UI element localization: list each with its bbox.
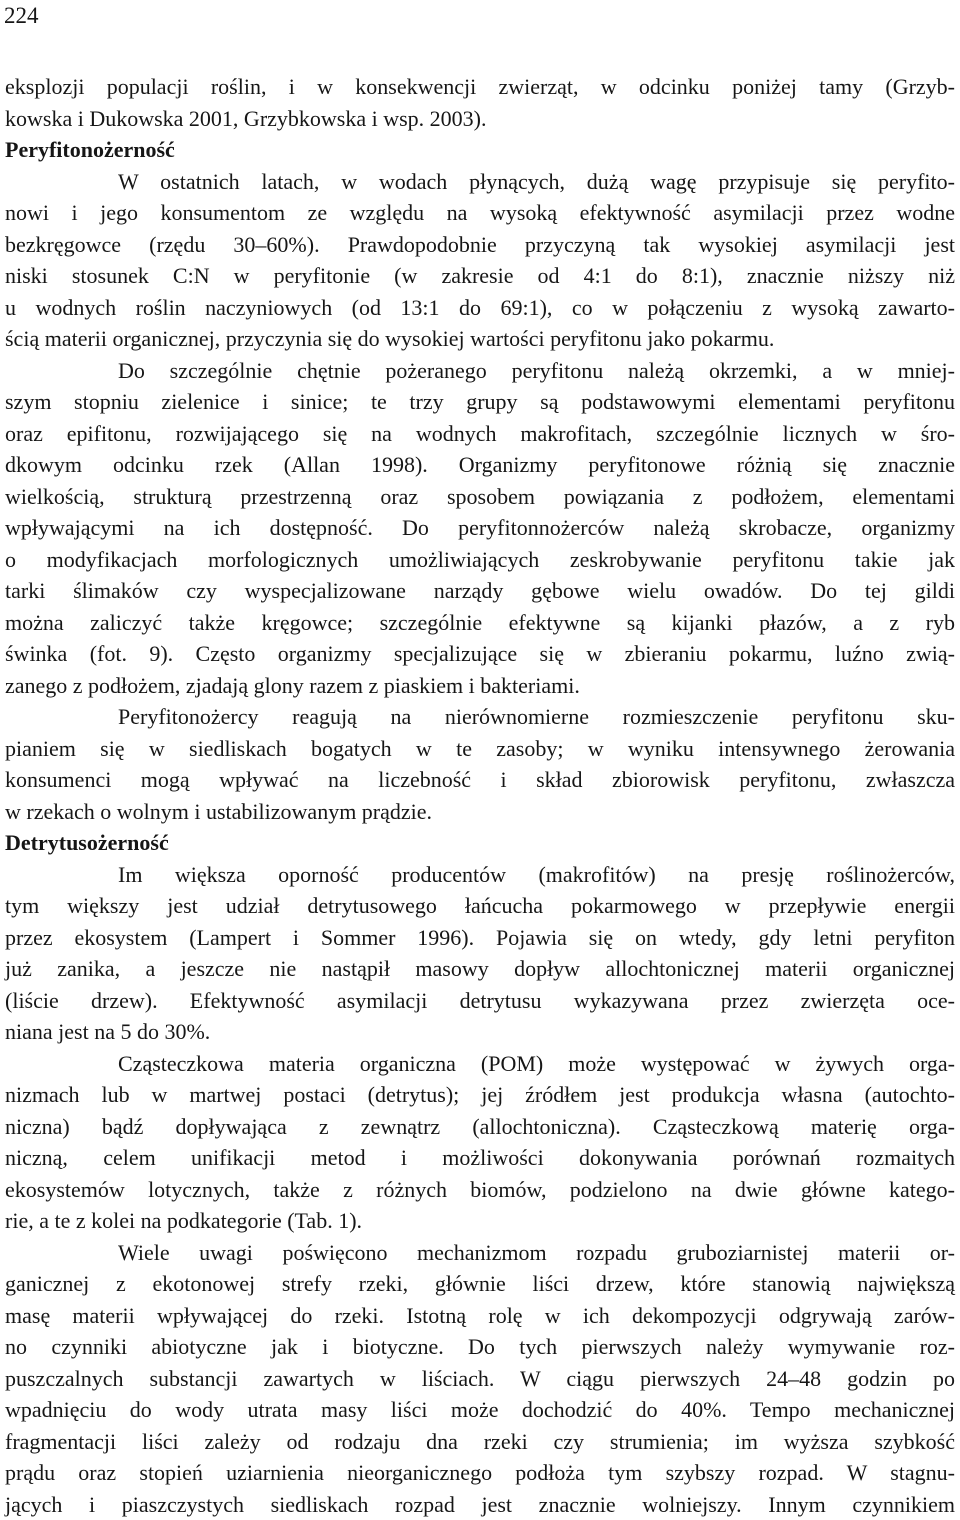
text-line: Peryfitonożercy reagują na nierównomierne rozmieszczenie peryfitonu sku- xyxy=(5,701,955,733)
text-line: puszczalnych substancji zawartych w liściach. W ciągu pierwszych 24–48 godzin po xyxy=(5,1363,955,1395)
text-line: wpadnięciu do wody utrata masy liści może dochodzić do 40%. Tempo mechanicznej xyxy=(5,1394,955,1426)
text-line: tym większy jest udział detrytusowego łańcucha pokarmowego w przepływie energii xyxy=(5,890,955,922)
text-line: W ostatnich latach, w wodach płynących, dużą wagę przypisuje się peryfito- xyxy=(5,166,955,198)
text-line: niana jest na 5 do 30%. xyxy=(5,1016,955,1048)
text-line: wpływającymi na ich dostępność. Do peryfitonnożerców należą skrobacze, organizmy xyxy=(5,512,955,544)
text-line: eksplozji populacji roślin, i w konsekwencji zwierząt, w odcinku poniżej tamy (Grzyb- xyxy=(5,71,955,103)
text-line: o modyfikacjach morfologicznych umożliwiających zeskrobywanie peryfitonu takie jak xyxy=(5,544,955,576)
section-heading: Detrytusożerność xyxy=(5,827,955,859)
text-line: pianiem się w siedliskach bogatych w te zasoby; w wyniku intensywnego żerowania xyxy=(5,733,955,765)
text-line: Cząsteczkowa materia organiczna (POM) może występować w żywych orga- xyxy=(5,1048,955,1080)
text-line: niski stosunek C:N w peryfitonie (w zakresie od 4:1 do 8:1), znacznie niższy niż xyxy=(5,260,955,292)
text-line: szym stopniu zielenice i sinice; te trzy grupy są podstawowymi elementami peryfitonu xyxy=(5,386,955,418)
text-line: konsumenci mogą wpływać na liczebność i skład zbiorowisk peryfitonu, zwłaszcza xyxy=(5,764,955,796)
text-line: można zaliczyć także kręgowce; szczególnie efektywne są kijanki płazów, a z ryb xyxy=(5,607,955,639)
text-line: niczną, celem unifikacji metod i możliwości dokonywania porównań rozmaitych xyxy=(5,1142,955,1174)
text-line: prądu oraz stopień uziarnienia nieorganicznego podłoża tym szybszy rozpad. W stagnu- xyxy=(5,1457,955,1489)
text-line: Do szczególnie chętnie pożeranego peryfitonu należą okrzemki, a w mniej- xyxy=(5,355,955,387)
text-line: wielkością, strukturą przestrzenną oraz sposobem powiązania z podłożem, elementami xyxy=(5,481,955,513)
page-number: 224 xyxy=(4,2,39,30)
text-line: nowi i jego konsumentom ze względu na wysoką efektywność asymilacji przez wodne xyxy=(5,197,955,229)
text-line: tarki ślimaków czy wyspecjalizowane narządy gębowe wielu owadów. Do tej gildi xyxy=(5,575,955,607)
text-line: świnka (fot. 9). Często organizmy specjalizujące się w zbieraniu pokarmu, luźno zwią- xyxy=(5,638,955,670)
text-line: (liście drzew). Efektywność asymilacji detrytusu wykazywana przez zwierzęta oce- xyxy=(5,985,955,1017)
text-line: przez ekosystem (Lampert i Sommer 1996). Pojawia się on wtedy, gdy letni peryfiton xyxy=(5,922,955,954)
text-line: no czynniki abiotyczne jak i biotyczne. Do tych pierwszych należy wymywanie roz- xyxy=(5,1331,955,1363)
section-heading: Peryfitonożerność xyxy=(5,134,955,166)
text-line: nizmach lub w martwej postaci (detrytus); jej źródłem jest produkcja własna (autochto- xyxy=(5,1079,955,1111)
text-line: w rzekach o wolnym i ustabilizowanym prądzie. xyxy=(5,796,955,828)
text-line: u wodnych roślin naczyniowych (od 13:1 do 69:1), co w połączeniu z wysoką zawarto- xyxy=(5,292,955,324)
text-line: masę materii wpływającej do rzeki. Istotną rolę w ich dekompozycji odgrywają zarów- xyxy=(5,1300,955,1332)
text-line: ekosystemów lotycznych, także z różnych biomów, podzielono na dwie główne katego- xyxy=(5,1174,955,1206)
text-line: ścią materii organicznej, przyczynia się do wysokiej wartości peryfitonu jako pokarmu. xyxy=(5,323,955,355)
text-line: Im większa oporność producentów (makrofitów) na presję roślinożerców, xyxy=(5,859,955,891)
text-line: oraz epifitonu, rozwijającego się na wodnych makrofitach, szczególnie licznych w śro- xyxy=(5,418,955,450)
text-line: dkowym odcinku rzek (Allan 1998). Organizmy peryfitonowe różnią się znacznie xyxy=(5,449,955,481)
text-line: już zanika, a jeszcze nie nastąpił masowy dopływ allochtonicznej materii organicznej xyxy=(5,953,955,985)
text-line: niczna) bądź dopływająca z zewnątrz (allochtoniczna). Cząsteczkową materię orga- xyxy=(5,1111,955,1143)
text-line: rie, a te z kolei na podkategorie (Tab. 1). xyxy=(5,1205,955,1237)
text-line: kowska i Dukowska 2001, Grzybkowska i wsp. 2003). xyxy=(5,103,955,135)
text-line: Wiele uwagi poświęcono mechanizmom rozpadu gruboziarnistej materii or- xyxy=(5,1237,955,1269)
text-line: jących i piaszczystych siedliskach rozpad jest znacznie wolniejszy. Innym czynnikiem xyxy=(5,1489,955,1520)
text-line: zanego z podłożem, zjadają glony razem z piaskiem i bakteriami. xyxy=(5,670,955,702)
text-line: ganicznej z ekotonowej strefy rzeki, głównie liści drzew, które stanowią największą xyxy=(5,1268,955,1300)
body-text xyxy=(5,71,955,1520)
text-line: fragmentacji liści zależy od rodzaju dna rzeki czy strumienia; im wyższa szybkość xyxy=(5,1426,955,1458)
text-line: bezkręgowce (rzędu 30–60%). Prawdopodobnie przyczyną tak wysokiej asymilacji jest xyxy=(5,229,955,261)
